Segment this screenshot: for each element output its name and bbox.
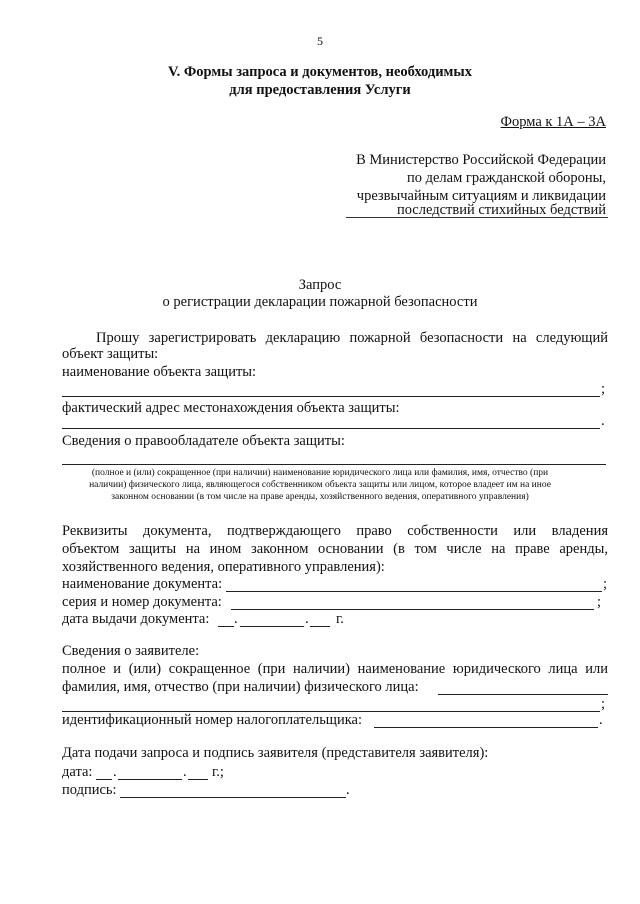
- section-heading-line-2: для предоставления Услуги: [229, 82, 411, 98]
- submission-date-year-suffix: г.;: [212, 764, 224, 780]
- owner-note-line-2: наличии) физического лица, являющегося собственником объекта защиты или лицом, которое владеет им на иное: [89, 480, 551, 490]
- address-label: фактический адрес местонахождения объекта защиты:: [62, 400, 400, 416]
- signature-period: .: [346, 782, 350, 798]
- doc-number-semicolon: ;: [597, 594, 602, 610]
- requisites-line-3: хозяйственного ведения, оперативного управления):: [62, 559, 385, 575]
- signature-field[interactable]: [120, 797, 346, 798]
- submission-date-month-field[interactable]: [118, 779, 182, 780]
- address-field[interactable]: [62, 428, 600, 429]
- doc-name-field[interactable]: [226, 591, 602, 592]
- doc-date-label: дата выдачи документа:: [62, 611, 210, 627]
- owner-note-line-3: законном основании (в том числе на праве аренды, хозяйственного ведения, оперативного управления): [111, 492, 529, 502]
- doc-date-day-field[interactable]: [218, 626, 234, 627]
- intro-line-1: Прошу зарегистрировать декларацию пожарной безопасности на следующий: [96, 330, 608, 346]
- submission-date-year-field[interactable]: [188, 779, 208, 780]
- submission-date-label: дата:: [62, 764, 93, 780]
- object-name-label: наименование объекта защиты:: [62, 364, 257, 380]
- request-title: Запрос: [298, 277, 342, 293]
- inn-field[interactable]: [374, 727, 598, 728]
- doc-number-field[interactable]: [231, 609, 594, 610]
- object-name-field[interactable]: [62, 396, 600, 397]
- addressee-line-3: чрезвычайным ситуациям и ликвидации: [356, 188, 606, 204]
- page-number: 5: [317, 34, 323, 48]
- applicant-line-2: фамилия, имя, отчество (при наличии) физического лица:: [62, 679, 419, 695]
- owner-label: Сведения о правообладателе объекта защиты:: [62, 433, 345, 449]
- addressee-line-4: последствий стихийных бедствий: [396, 202, 606, 218]
- submission-date-dot-1: .: [113, 764, 117, 780]
- inn-period: .: [599, 712, 603, 728]
- applicant-line-1: полное и (или) сокращенное (при наличии) наименование юридического лица или: [62, 661, 608, 677]
- doc-date-dot-1: .: [234, 611, 238, 627]
- doc-date-year-suffix: г.: [336, 611, 344, 627]
- object-name-semicolon: ;: [601, 381, 606, 397]
- addressee-line-1: В Министерство Российской Федерации: [356, 152, 606, 168]
- applicant-title: Сведения о заявителе:: [62, 643, 200, 659]
- address-period: .: [601, 413, 605, 429]
- doc-name-semicolon: ;: [603, 576, 608, 592]
- owner-field[interactable]: [62, 464, 606, 465]
- requisites-line-2: объектом защиты на ином законном основании (в том числе на праве аренды,: [62, 541, 608, 557]
- addressee-line-2: по делам гражданской обороны,: [406, 170, 606, 186]
- requisites-line-1: Реквизиты документа, подтверждающего право собственности или владения: [62, 523, 608, 539]
- signature-label: подпись:: [62, 782, 117, 798]
- doc-name-label: наименование документа:: [62, 576, 223, 592]
- addressee-underline: [346, 217, 608, 218]
- submission-title: Дата подачи запроса и подпись заявителя (представителя заявителя):: [62, 745, 489, 761]
- applicant-name-field[interactable]: [438, 694, 608, 695]
- inn-label: идентификационный номер налогоплательщика:: [62, 712, 363, 728]
- request-subtitle: о регистрации декларации пожарной безопасности: [162, 294, 478, 310]
- intro-line-2: объект защиты:: [62, 346, 159, 362]
- doc-number-label: серия и номер документа:: [62, 594, 222, 610]
- submission-date-day-field[interactable]: [96, 779, 112, 780]
- owner-note-line-1: (полное и (или) сокращенное (при наличии) наименование юридического лица или фамилия, имя, отчество (при: [91, 468, 549, 478]
- form-reference: Форма к 1А – 3А: [500, 114, 606, 130]
- applicant-name-semicolon: ;: [601, 696, 606, 712]
- submission-date-dot-2: .: [183, 764, 187, 780]
- doc-date-dot-2: .: [305, 611, 309, 627]
- doc-date-year-field[interactable]: [310, 626, 330, 627]
- doc-date-month-field[interactable]: [240, 626, 304, 627]
- section-heading-line-1: V. Формы запроса и документов, необходимых: [167, 64, 472, 80]
